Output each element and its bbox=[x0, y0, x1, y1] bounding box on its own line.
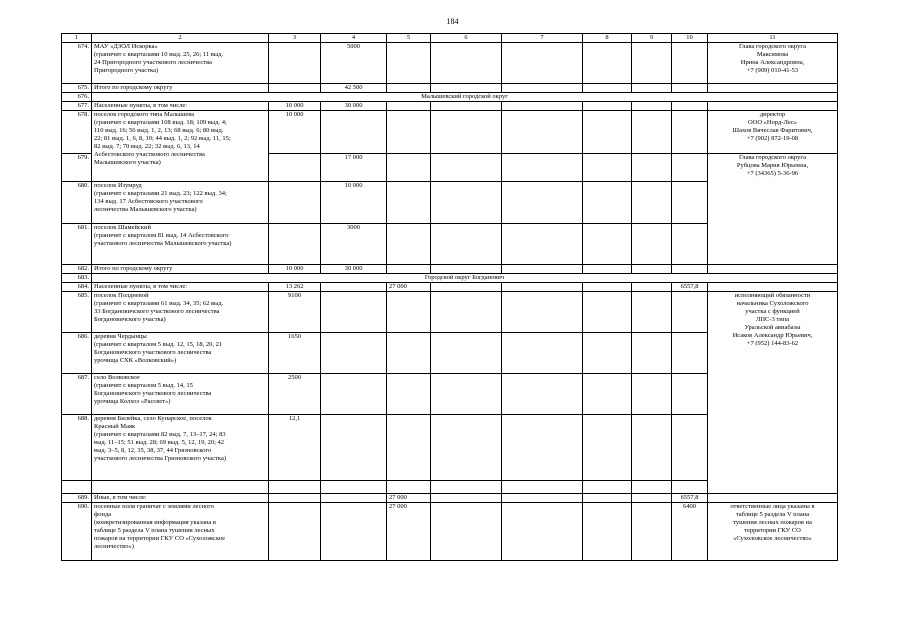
col-header: 9 bbox=[632, 34, 672, 43]
col-header: 10 bbox=[672, 34, 708, 43]
location-cell: Итого по городскому округу bbox=[92, 265, 269, 274]
value-cell: 6400 bbox=[672, 503, 708, 561]
location-cell: посевные поля граничат с землями лесного фонда (конкретизированная информация указана в таблице 5 раздела V плана тушения лесных пожаров на территории ГКУ СО «Сухоложское лесничество») bbox=[92, 503, 269, 561]
value-cell: 42 500 bbox=[321, 84, 387, 93]
value-cell: 6557,8 bbox=[672, 283, 708, 292]
value-cell: 27 000 bbox=[387, 503, 431, 561]
row-number: 690. bbox=[62, 503, 92, 561]
row-number: 679. bbox=[62, 154, 92, 182]
page-number: 184 bbox=[446, 17, 459, 26]
section-row bbox=[62, 93, 838, 102]
value-cell: 10 000 bbox=[269, 265, 321, 274]
col-header: 7 bbox=[502, 34, 583, 43]
section-row bbox=[62, 274, 838, 283]
location-cell: Населенные пункты, в том числе: bbox=[92, 283, 269, 292]
responsible-cell: исполняющий обязанности начальника Сухоложского участка с функцией ЛПС-3 типа Уральской авиабазы Исаков Александр Юрьевич, +7 (952) 144-83-62 bbox=[708, 292, 838, 494]
row-number: 682. bbox=[62, 265, 92, 274]
fire-safety-table bbox=[61, 33, 838, 561]
location-cell: Населенные пункты, в том числе: bbox=[92, 102, 269, 111]
value-cell: 1650 bbox=[269, 333, 321, 374]
col-header: 5 bbox=[387, 34, 431, 43]
row-number: 681. bbox=[62, 224, 92, 265]
location-cell: МАУ «ДЗОЛ Искорка» (граничит с кварталами 10 выд. 25, 26; 11 выд. 24 Пригородного участкового лесничества Пригородного участка) bbox=[92, 43, 269, 84]
col-header: 1 bbox=[62, 34, 92, 43]
value-cell: 27 000 bbox=[387, 283, 431, 292]
value-cell: 10 000 bbox=[269, 102, 321, 111]
value-cell: 10 000 bbox=[321, 182, 387, 224]
col-header: 8 bbox=[583, 34, 632, 43]
value-cell: 5000 bbox=[321, 43, 387, 84]
location-cell: деревня Чердынцы (граничит с кварталом 5 выд. 12, 15, 18, 20, 21 Богдановичского участкового лесничества урочища СХК «Волковский») bbox=[92, 333, 269, 374]
location-cell: поселок Изумруд (граничит с кварталами 21 выд. 23; 122 выд. 34; 134 выд. 17 Асбестовского участкового лесничества Малышевского участка) bbox=[92, 182, 269, 224]
table-row bbox=[62, 503, 838, 561]
column-number-row bbox=[62, 34, 838, 43]
location-cell: село Волковское (граничит с кварталом 5 выд. 14, 15 Богдановичского участкового лесничества урочища Колхоз «Рассвет») bbox=[92, 374, 269, 415]
row-number: 687. bbox=[62, 374, 92, 415]
table-row bbox=[62, 494, 838, 503]
location-cell: деревня Билейка, село Кунарское, поселок Красный Маяк (граничит с кварталами 82 выд. 7, 13–17, 24; 83 выд. 11–15; 51 выд. 28; 69 выд. 5, 12, 19, 20; 42 выд. 3–5, 8, 12, 35, 38, 37, 44 Грязновского участкового лесничества Грязновского участка) bbox=[92, 415, 269, 481]
value-cell: 2500 bbox=[269, 374, 321, 415]
table-row bbox=[62, 102, 838, 111]
row-number: 676. bbox=[62, 93, 92, 102]
location-cell: поселок Полдневой (граничит с кварталами 61 выд. 34, 35; 62 выд. 33 Богдановичского участкового лесничества Богдановичского участка) bbox=[92, 292, 269, 333]
location-cell: Иные, в том числе: bbox=[92, 494, 269, 503]
responsible-cell: ответственные лица указаны в таблице 5 раздела V плана тушения лесных пожаров на территории ГКУ СО «Сухоложское лесничество» bbox=[708, 503, 838, 561]
row-number: 686. bbox=[62, 333, 92, 374]
table-row bbox=[62, 283, 838, 292]
row-number: 677. bbox=[62, 102, 92, 111]
value-cell: 30 000 bbox=[321, 102, 387, 111]
location-cell: поселок городского типа Малышева (граничит с кварталами 108 выд. 18; 109 выд. 4; 110 выд. 16; 56 выд. 1, 2, 13; 68 выд. 6; 80 выд. 22; 81 выд. 1, 6, 8, 10; 44 выд. 1, 2; 92 выд. 11, 15; 82 выд. 7; 70 выд. 22; 32 выд. 6, 13, 14 Асбестовского участкового лесничества Малышевского участка) bbox=[92, 111, 269, 182]
value-cell: 13 262 bbox=[269, 283, 321, 292]
col-header: 4 bbox=[321, 34, 387, 43]
row-number: 689. bbox=[62, 494, 92, 503]
table-row bbox=[62, 84, 838, 93]
value-cell: 12,1 bbox=[269, 415, 321, 481]
row-number: 675. bbox=[62, 84, 92, 93]
location-cell: Итого по городскому округу bbox=[92, 84, 269, 93]
value-cell: 3000 bbox=[321, 224, 387, 265]
value-cell: 10 000 bbox=[269, 111, 321, 154]
table-row bbox=[62, 111, 838, 154]
col-header: 6 bbox=[431, 34, 502, 43]
table-row bbox=[62, 265, 838, 274]
section-title: Городской округ Богданович bbox=[92, 274, 838, 283]
value-cell: 6557,8 bbox=[672, 494, 708, 503]
col-header: 11 bbox=[708, 34, 838, 43]
responsible-cell: Глава городского округа Рубцова Мария Юрьевна, +7 (34365) 5-36-96 bbox=[708, 154, 838, 265]
row-number: 674. bbox=[62, 43, 92, 84]
row-number: 684. bbox=[62, 283, 92, 292]
value-cell: 9100 bbox=[269, 292, 321, 333]
value-cell: 27 000 bbox=[387, 494, 431, 503]
table-row bbox=[62, 43, 838, 84]
section-title: Малышевский городской округ bbox=[92, 93, 838, 102]
table-row bbox=[62, 292, 838, 333]
responsible-cell: директор ООО «Норд-Лес» Шахов Вячеслав Фаритович, +7 (902) 872-19-08 bbox=[708, 111, 838, 154]
row-number: 688. bbox=[62, 415, 92, 481]
responsible-cell: Глава городского округа Максимова Ирина Александровна, +7 (909) 010-41-53 bbox=[708, 43, 838, 84]
row-number: 685. bbox=[62, 292, 92, 333]
value-cell: 30 000 bbox=[321, 265, 387, 274]
col-header: 2 bbox=[92, 34, 269, 43]
row-number: 683. bbox=[62, 274, 92, 283]
location-cell: поселок Шамейский (граничит с кварталом 81 выд. 14 Асбестовского участкового лесничества Малышевского участка) bbox=[92, 224, 269, 265]
row-number: 678. bbox=[62, 111, 92, 154]
value-cell: 17 000 bbox=[321, 154, 387, 182]
col-header: 3 bbox=[269, 34, 321, 43]
row-number: 680. bbox=[62, 182, 92, 224]
